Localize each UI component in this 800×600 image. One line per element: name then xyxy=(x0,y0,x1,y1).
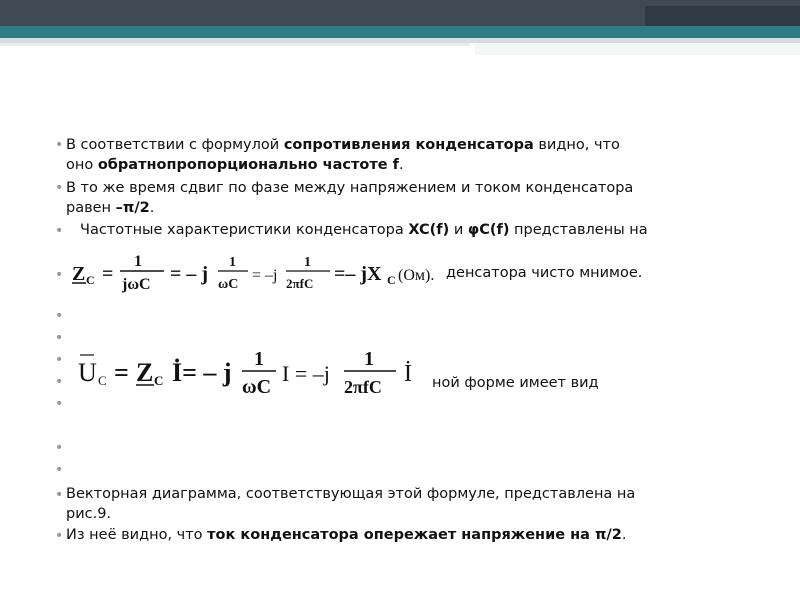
svg-text:=: = xyxy=(102,263,114,285)
slide-header-bar xyxy=(0,0,800,26)
text: оно xyxy=(66,157,98,173)
header-edge-right xyxy=(475,43,800,55)
svg-text:İ= – j: İ= – j xyxy=(172,358,232,387)
paragraph-5-tail xyxy=(432,375,599,391)
svg-text:U: U xyxy=(78,358,97,387)
bullet: • xyxy=(55,330,64,346)
paragraph-2-line-1 xyxy=(66,180,633,196)
bullet: • xyxy=(55,440,64,456)
text: представлены на xyxy=(509,222,648,238)
text: . xyxy=(149,200,155,216)
formula-2-image xyxy=(74,345,434,403)
header-dark-tab xyxy=(645,6,800,26)
paragraph-6-line-1 xyxy=(66,486,635,502)
formula-2-svg xyxy=(74,345,434,403)
svg-text:=– jX: =– jX xyxy=(334,263,382,285)
svg-text:I = –j: I = –j xyxy=(282,361,330,386)
header-edge-left xyxy=(0,43,470,46)
text: Частотные характеристики конденсатора xyxy=(80,222,409,238)
paragraph-4-tail xyxy=(446,265,642,281)
bullet: • xyxy=(55,137,64,153)
bullet: • xyxy=(55,396,64,412)
formula-1-svg xyxy=(72,252,442,296)
paragraph-7-line xyxy=(66,527,626,543)
text: Из неё видно, что xyxy=(66,527,208,543)
bullet: • xyxy=(55,487,64,503)
text: ной форме имеет вид xyxy=(432,375,599,391)
text: рис.9. xyxy=(66,506,112,522)
bold-text: XC(f) xyxy=(408,222,450,238)
bullet: • xyxy=(55,462,64,478)
svg-text:jωC: jωC xyxy=(122,276,151,293)
svg-text:ωC: ωC xyxy=(218,277,239,292)
text: равен xyxy=(66,200,116,216)
svg-text:ωC: ωC xyxy=(242,376,272,398)
text: и xyxy=(449,222,468,238)
svg-text:=: = xyxy=(114,358,129,387)
formula-1-image xyxy=(72,252,442,296)
bullet: • xyxy=(55,308,64,324)
svg-text:2πfC: 2πfC xyxy=(286,276,314,291)
bullet: • xyxy=(55,180,64,196)
bold-text: –π/2 xyxy=(115,200,150,216)
svg-text:2πfC: 2πfC xyxy=(344,377,382,397)
svg-text:(Ом).: (Ом). xyxy=(398,267,435,284)
text: Векторная диаграмма, соответствующая этой формуле, представлена на xyxy=(66,486,636,502)
bullet: • xyxy=(55,374,64,390)
svg-text:= – j: = – j xyxy=(170,263,209,285)
bullet: • xyxy=(55,528,64,544)
text: . xyxy=(621,527,627,543)
svg-text:Z: Z xyxy=(72,263,86,285)
svg-text:1: 1 xyxy=(364,348,374,370)
svg-text:İ: İ xyxy=(404,361,412,387)
svg-text:= –j: = –j xyxy=(252,267,278,284)
svg-text:1: 1 xyxy=(254,348,264,370)
text: видно, что xyxy=(533,137,620,153)
paragraph-1-line-2 xyxy=(66,157,404,173)
svg-text:C: C xyxy=(98,373,107,388)
svg-text:1: 1 xyxy=(229,255,236,270)
svg-text:Z: Z xyxy=(136,358,154,387)
svg-text:C: C xyxy=(154,373,164,388)
text: денсатора чисто мнимое. xyxy=(446,265,643,281)
paragraph-2-line-2 xyxy=(66,200,154,216)
svg-text:1: 1 xyxy=(134,253,142,270)
paragraph-6-line-2 xyxy=(66,506,111,522)
svg-text:C: C xyxy=(387,273,396,287)
bullet: • xyxy=(55,267,64,283)
bullet: • xyxy=(55,223,64,239)
svg-text:C: C xyxy=(86,273,95,287)
text: В то же время сдвиг по фазе между напряжением и током конденсатора xyxy=(66,180,634,196)
paragraph-3-line xyxy=(80,222,648,238)
header-teal-strip xyxy=(0,26,800,38)
paragraph-1-line-1 xyxy=(66,137,620,153)
bold-text: φC(f) xyxy=(467,222,510,238)
text: В соответствии с формулой xyxy=(66,137,284,153)
text: . xyxy=(398,157,404,173)
bold-text: сопротивления конденсатора xyxy=(283,137,534,153)
bold-text: ток конденсатора опережает напряжение на π/2 xyxy=(207,527,622,543)
svg-text:1: 1 xyxy=(304,255,311,270)
bold-text: обратнопропорционально частоте f xyxy=(97,157,399,173)
bullet: • xyxy=(55,352,64,368)
